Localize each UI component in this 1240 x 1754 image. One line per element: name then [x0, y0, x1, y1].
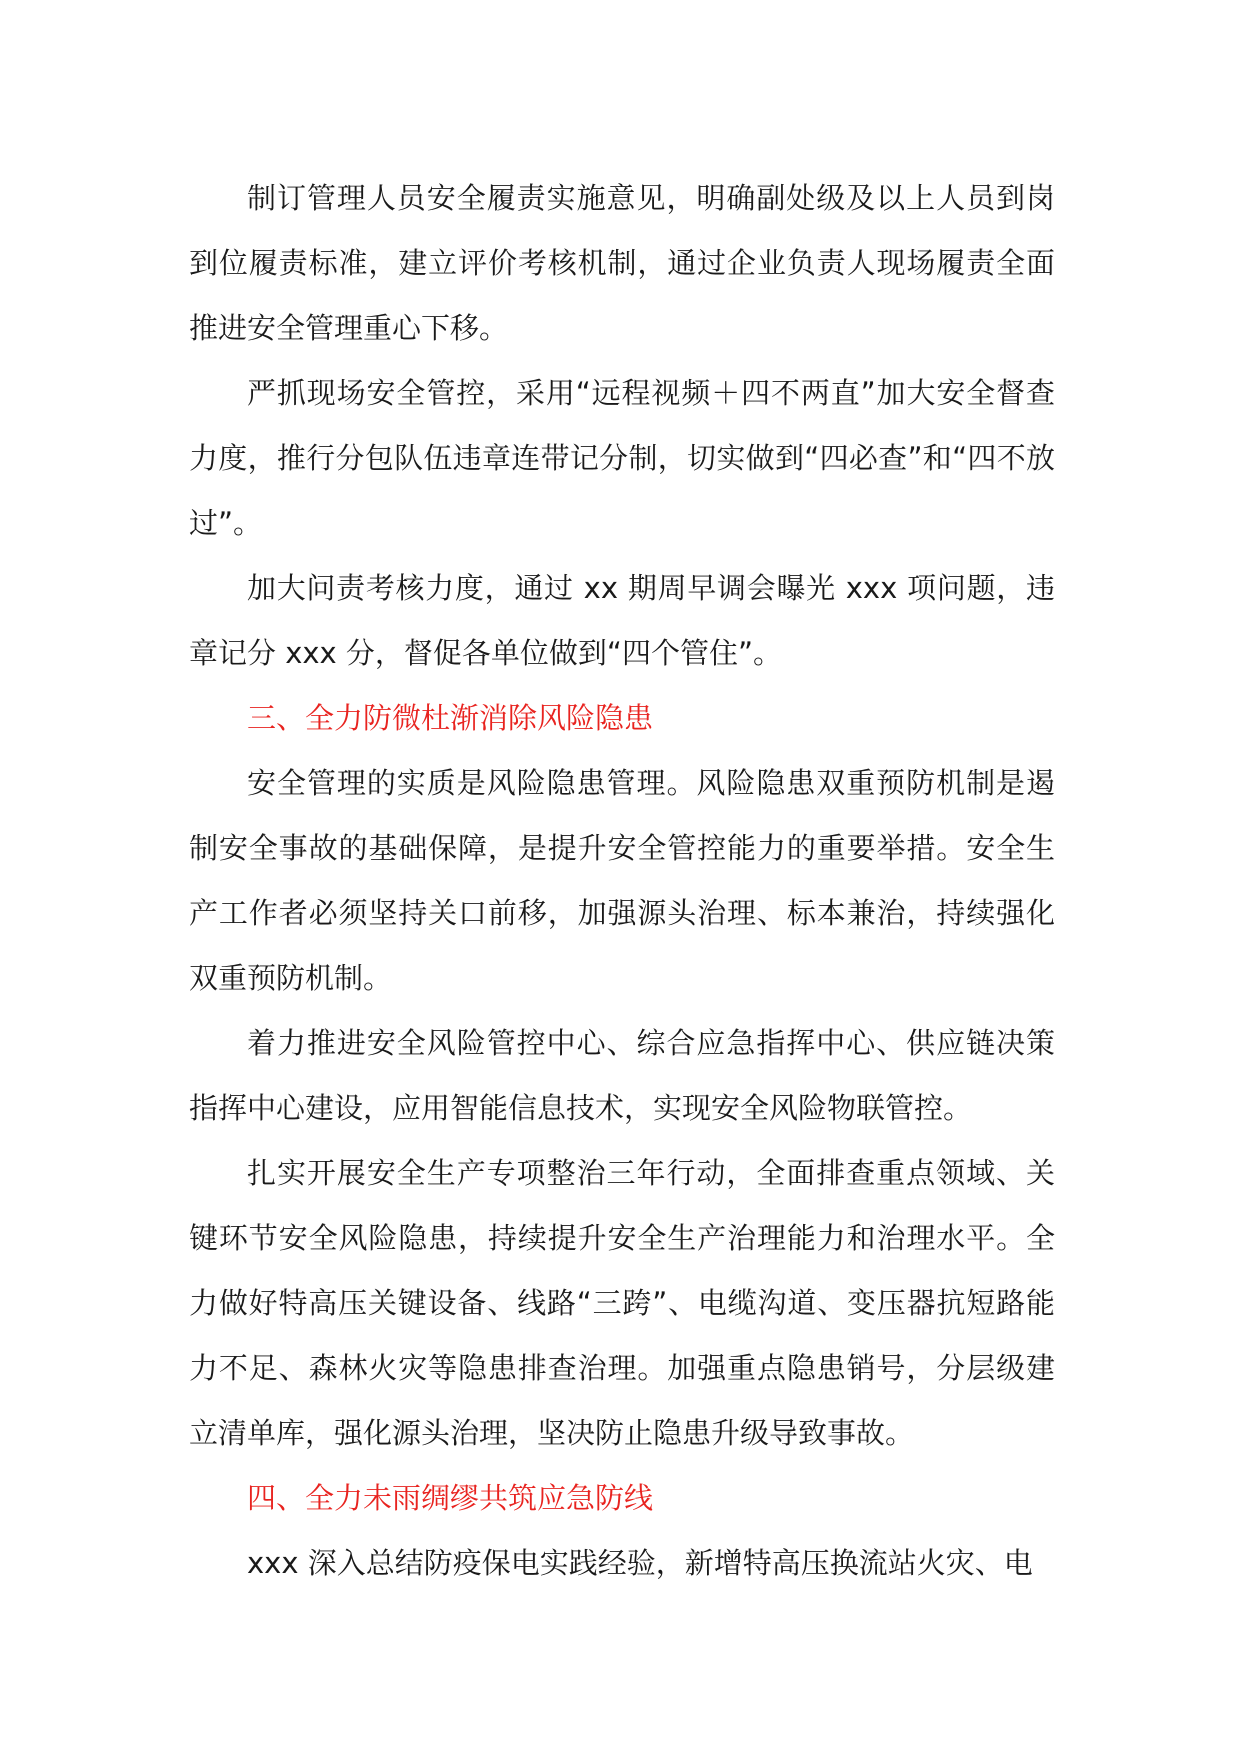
paragraph: xxx 深入总结防疫保电实践经验，新增特高压换流站火灾、电 — [247, 1546, 1033, 1580]
section-heading: 四、全力未雨绸缪共筑应急防线 — [247, 1481, 654, 1515]
document-body — [189, 166, 1055, 1596]
paragraph: 严抓现场安全管控，采用“远程视频＋四不两直”加大安全督查力度，推行分包队伍违章连带记分制，切实做到“四必查”和“四不放过”。 — [189, 376, 1055, 540]
paragraph: 扎实开展安全生产专项整治三年行动，全面排查重点领域、关键环节安全风险隐患，持续提升安全生产治理能力和治理水平。全力做好特高压关键设备、线路“三跨”、电缆沟道、变压器抗短路能力不足、森林火灾等隐患排查治理。加强重点隐患销号，分层级建立清单库，强化源头治理，坚决防止隐患升级导致事故。 — [189, 1156, 1055, 1450]
paragraph: 着力推进安全风险管控中心、综合应急指挥中心、供应链决策指挥中心建设，应用智能信息技术，实现安全风险物联管控。 — [189, 1026, 1055, 1125]
section-heading: 三、全力防微杜渐消除风险隐患 — [247, 701, 654, 735]
paragraph: 安全管理的实质是风险隐患管理。风险隐患双重预防机制是遏制安全事故的基础保障，是提升安全管控能力的重要举措。安全生产工作者必须坚持关口前移，加强源头治理、标本兼治，持续强化双重预防机制。 — [189, 766, 1055, 995]
paragraph: 制订管理人员安全履责实施意见，明确副处级及以上人员到岗到位履责标准，建立评价考核机制，通过企业负责人现场履责全面推进安全管理重心下移。 — [189, 181, 1055, 345]
paragraph: 加大问责考核力度，通过 xx 期周早调会曝光 xxx 项问题，违章记分 xxx 分，督促各单位做到“四个管住”。 — [189, 571, 1055, 670]
